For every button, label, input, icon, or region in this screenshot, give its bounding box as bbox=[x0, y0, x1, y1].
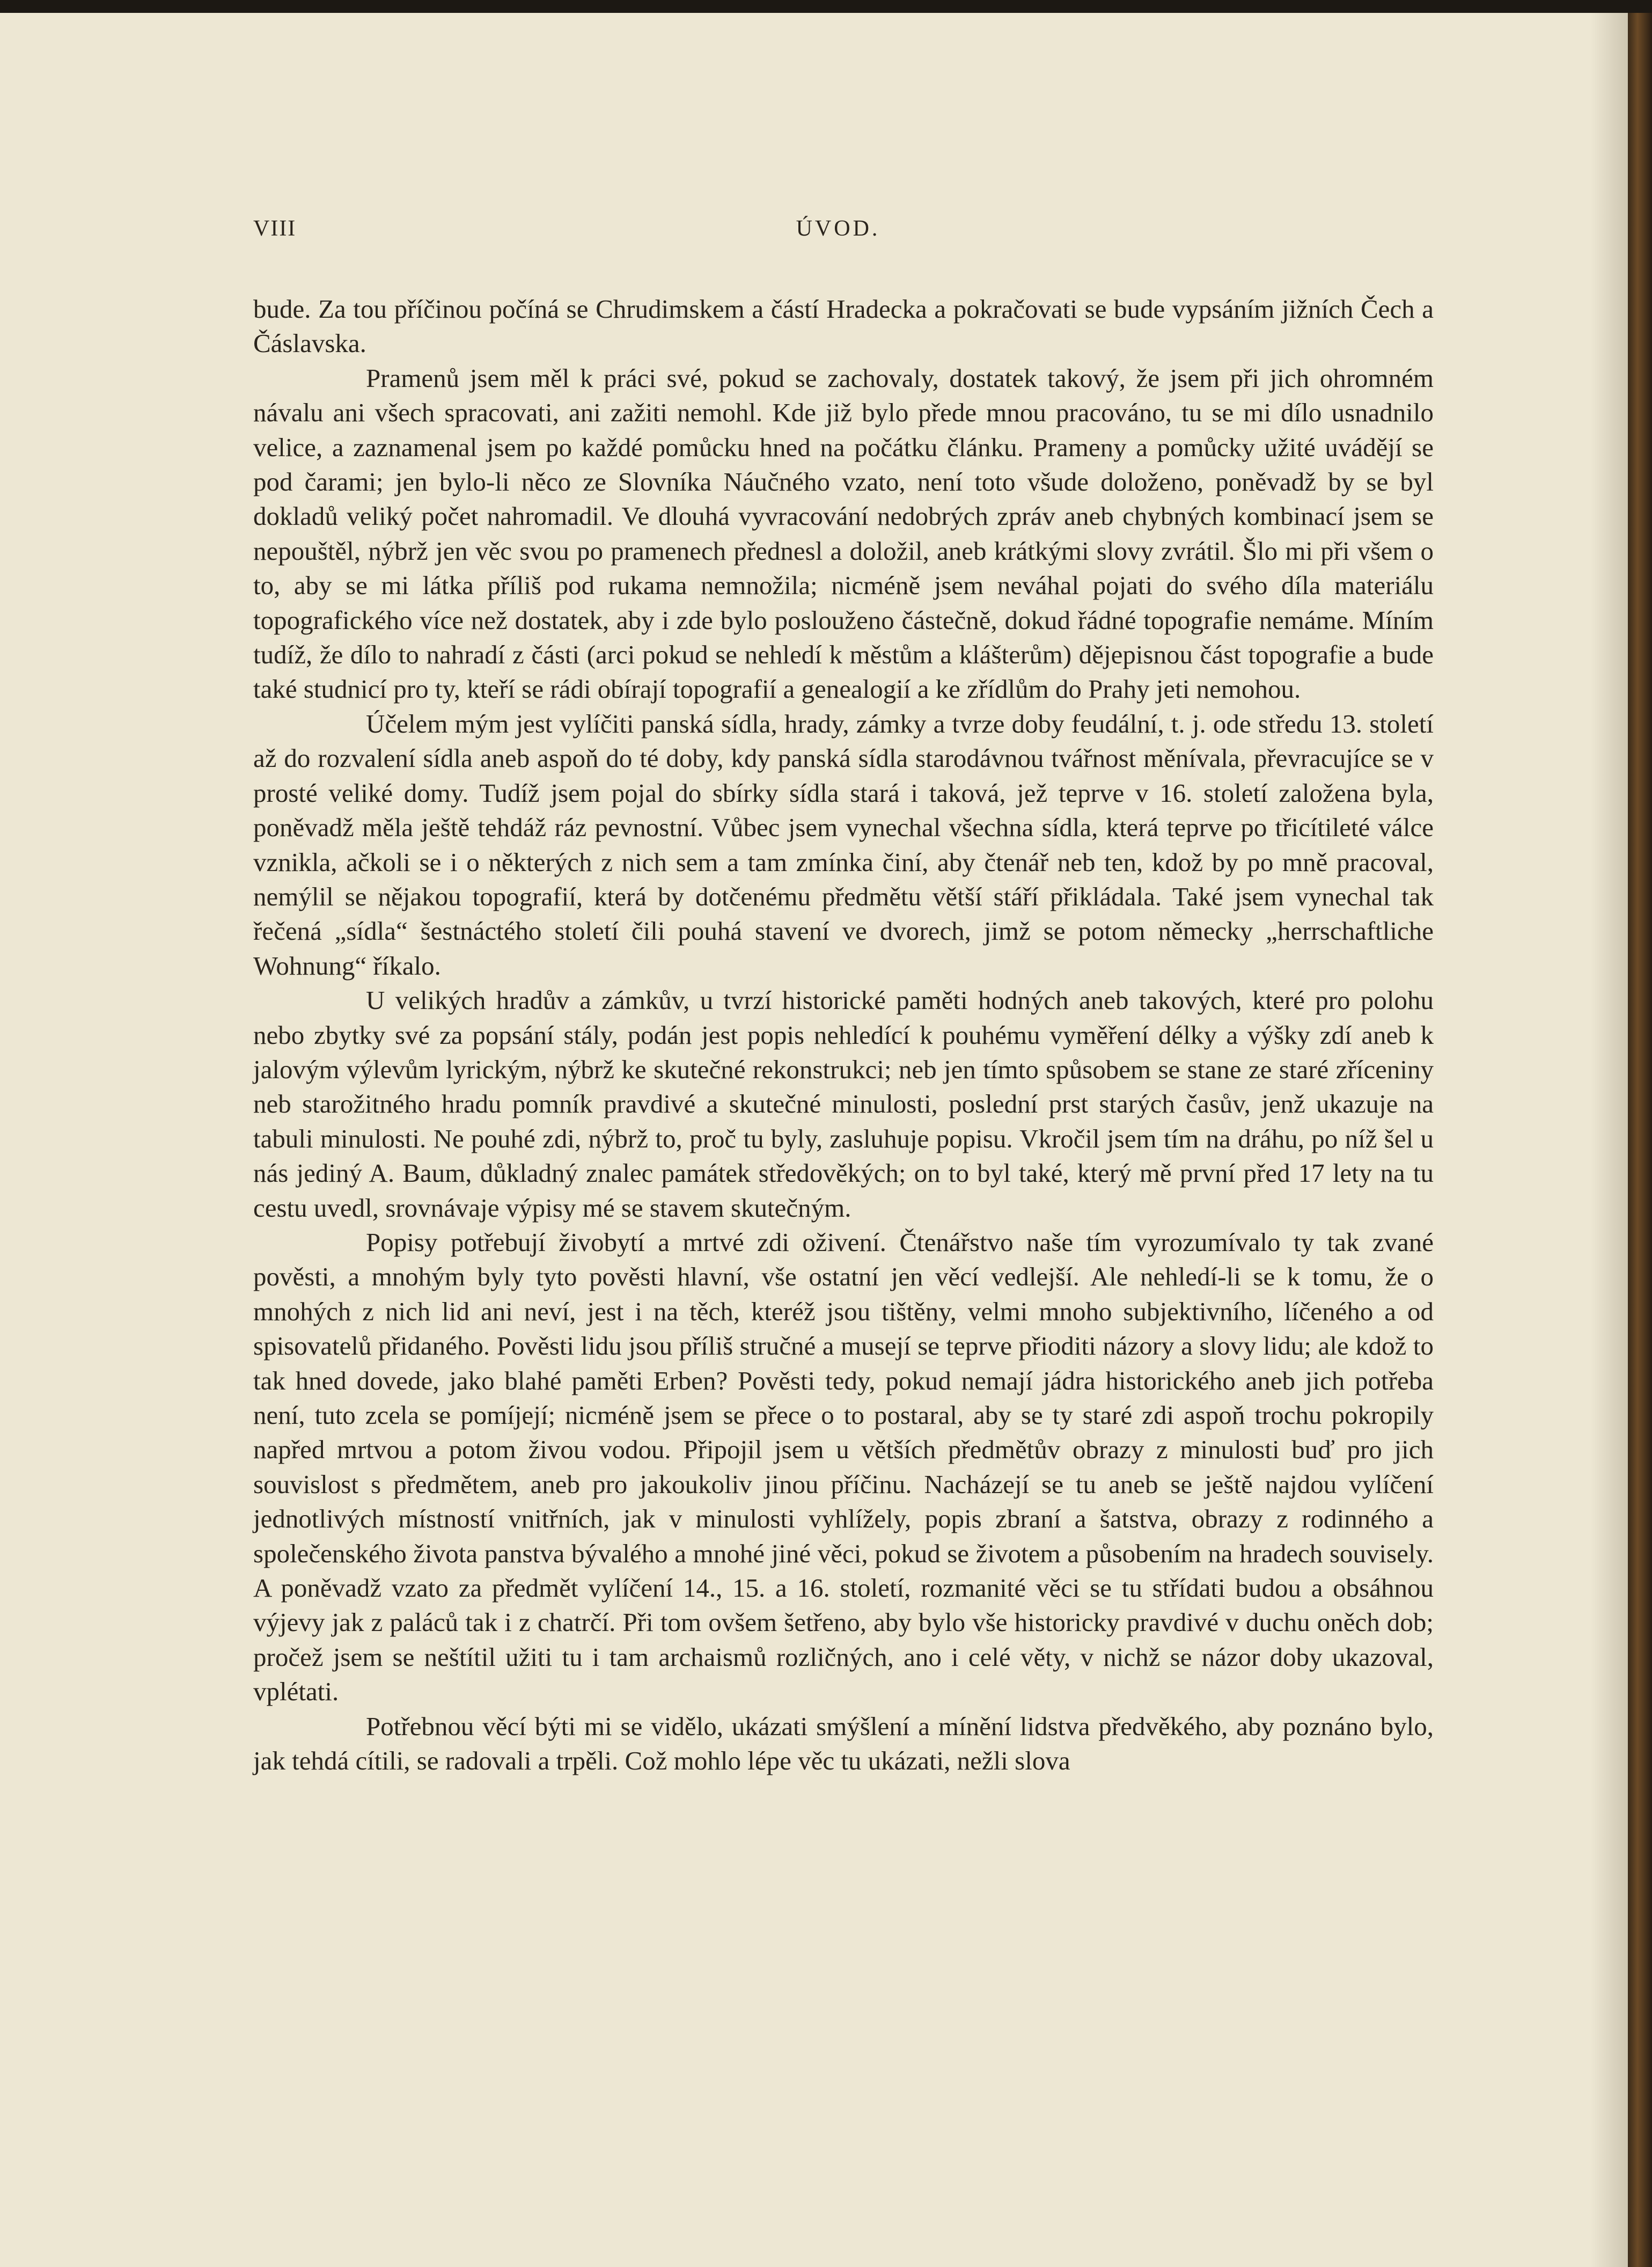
page-number: VIII bbox=[253, 216, 297, 241]
paragraph: bude. Za tou příčinou počíná se Chrudimskem a částí Hradecka a pokračovati se bude vypsáním jižních Čech a Čáslavska. bbox=[253, 294, 1434, 359]
book-spine-edge bbox=[1628, 13, 1652, 2267]
paragraph: Popisy potřebují živobytí a mrtvé zdi oživení. Čtenářstvo naše tím vyrozumívalo ty tak zvané pověsti, a mnohým byly tyto pověsti hlavní, vše ostatní jen věcí vedlejší. Ale nehledí-li se k tomu, že o mnohých z nich lid ani neví, jest i na těch, kteréž jsou tištěny, velmi mnoho subjektivního, líčeného a od spisovatelů přidaného. Pověsti lidu jsou příliš stručné a musejí se teprve přioditi názory a slovy lidu; ale kdož to tak hned dovede, jako blahé paměti Erben? Pověsti tedy, pokud nemají jádra historického aneb jich potřeba není, tuto zcela se pomíjejí; nicméně jsem se přece o to postaral, aby se ty staré zdi aspoň trochu pokropily napřed mrtvou a potom živou vodou. Připojil jsem u větších předmětův obrazy z minulosti buď pro jich souvislost s předmětem, aneb pro jakoukoliv jinou příčinu. Nacházejí se tu aneb se ještě najdou vylíčení jednotlivých místností vnitřních, jak v minulosti vyhlížely, popis zbraní a šatstva, obrazy z rodinného a společenského života panstva bývalého a mnohé jiné věci, pokud se životem a působením na hradech souvisely. A poněvadž vzato za předmět vylíčení 14., 15. a 16. století, rozmanité věci se tu střídati budou a obsáhnou výjevy jak z paláců tak i z chatrčí. Při tom ovšem šetřeno, aby bylo vše historicky pravdivé v duchu oněch dob; pročež jsem se neštítil užiti tu i tam archaismů rozličných, ano i celé věty, v nichž se názor doby ukazoval, vplétati. bbox=[253, 1227, 1434, 1707]
running-title: ÚVOD. bbox=[796, 216, 880, 241]
paragraph: Pramenů jsem měl k práci své, pokud se zachovaly, dostatek takový, že jsem při jich ohromném návalu ani všech spracovati, ani zažiti nemohl. Kde již bylo přede mnou pracováno, tu se mi dílo usnadnilo velice, a zaznamenal jsem po každé pomůcku hned na počátku článku. Prameny a pomůcky užité uvádějí se pod čarami; jen bylo-li něco ze Slovníka Náučného vzato, není toto všude doloženo, poněvadž by se byl dokladů veliký počet nahromadil. Ve dlouhá vyvracování nedobrých zpráv aneb chybných kombinací jsem se nepouštěl, nýbrž jen věc svou po pramenech přednesl a doložil, aneb krátkými slovy zvrátil. Šlo mi při všem o to, aby se mi látka příliš pod rukama nemnožila; nicméně jsem neváhal pojati do svého díla materiálu topografického více než dostatek, aby i zde bylo poslouženo částečně, dokud řádné topografie nemáme. Míním tudíž, že dílo to nahradí z části (arci pokud se nehledí k městům a klášterům) dějepisnou část topografie a bude také studnicí pro ty, kteří se rádi obírají topografií a genealogií a ke zřídlům do Prahy jeti nemohou. bbox=[253, 363, 1434, 704]
paragraph: Potřebnou věcí býti mi se vidělo, ukázati smýšlení a mínění lidstva předvěkého, aby poznáno bylo, jak tehdá cítili, se radovali a trpěli. Což mohlo lépe věc tu ukázati, nežli slova bbox=[253, 1711, 1434, 1776]
body-text bbox=[253, 292, 1434, 1778]
book-page bbox=[0, 13, 1628, 2267]
paragraph: U velikých hradův a zámkův, u tvrzí historické paměti hodných aneb takových, které pro polohu nebo zbytky své za popsání stály, podán jest popis nehledící k pouhému vyměření délky a výšky zdí aneb k jalovým výlevům lyrickým, nýbrž ke skutečné rekonstrukci; neb jen tímto spůsobem se stane ze staré zříceniny neb starožitného hradu pomník pravdivé a skutečné minulosti, poslední prst starých časův, jenž ukazuje na tabuli minulosti. Ne pouhé zdi, nýbrž to, proč tu byly, zasluhuje popisu. Vkročil jsem tím na dráhu, po níž šel u nás jediný A. Baum, důkladný znalec památek středověkých; on to byl také, který mě první před 17 lety na tu cestu uvedl, srovnávaje výpisy mé se stavem skutečným. bbox=[253, 985, 1434, 1223]
page-shadow bbox=[1590, 13, 1628, 2267]
paragraph: Účelem mým jest vylíčiti panská sídla, hrady, zámky a tvrze doby feudální, t. j. ode středu 13. století až do rozvalení sídla aneb aspoň do té doby, kdy panská sídla starodávnou tvářnost měnívala, převracujíce se v prosté veliké domy. Tudíž jsem pojal do sbírky sídla stará i taková, jež teprve v 16. století založena byla, poněvadž měla ještě tehdáž ráz pevnostní. Vůbec jsem vynechal všechna sídla, která teprve po třicítileté válce vznikla, ačkoli se i o některých z nich sem a tam zmínka činí, aby čtenář neb ten, kdož by po mně pracoval, nemýlil se nějakou topografií, která by dotčenému předmětu větší stáří přikládala. Také jsem vynechal tak řečená „sídla“ šestnáctého století čili pouhá stavení ve dvorech, jimž se potom německy „herrschaftliche Wohnung“ říkalo. bbox=[253, 708, 1434, 981]
page-header bbox=[253, 216, 1423, 253]
